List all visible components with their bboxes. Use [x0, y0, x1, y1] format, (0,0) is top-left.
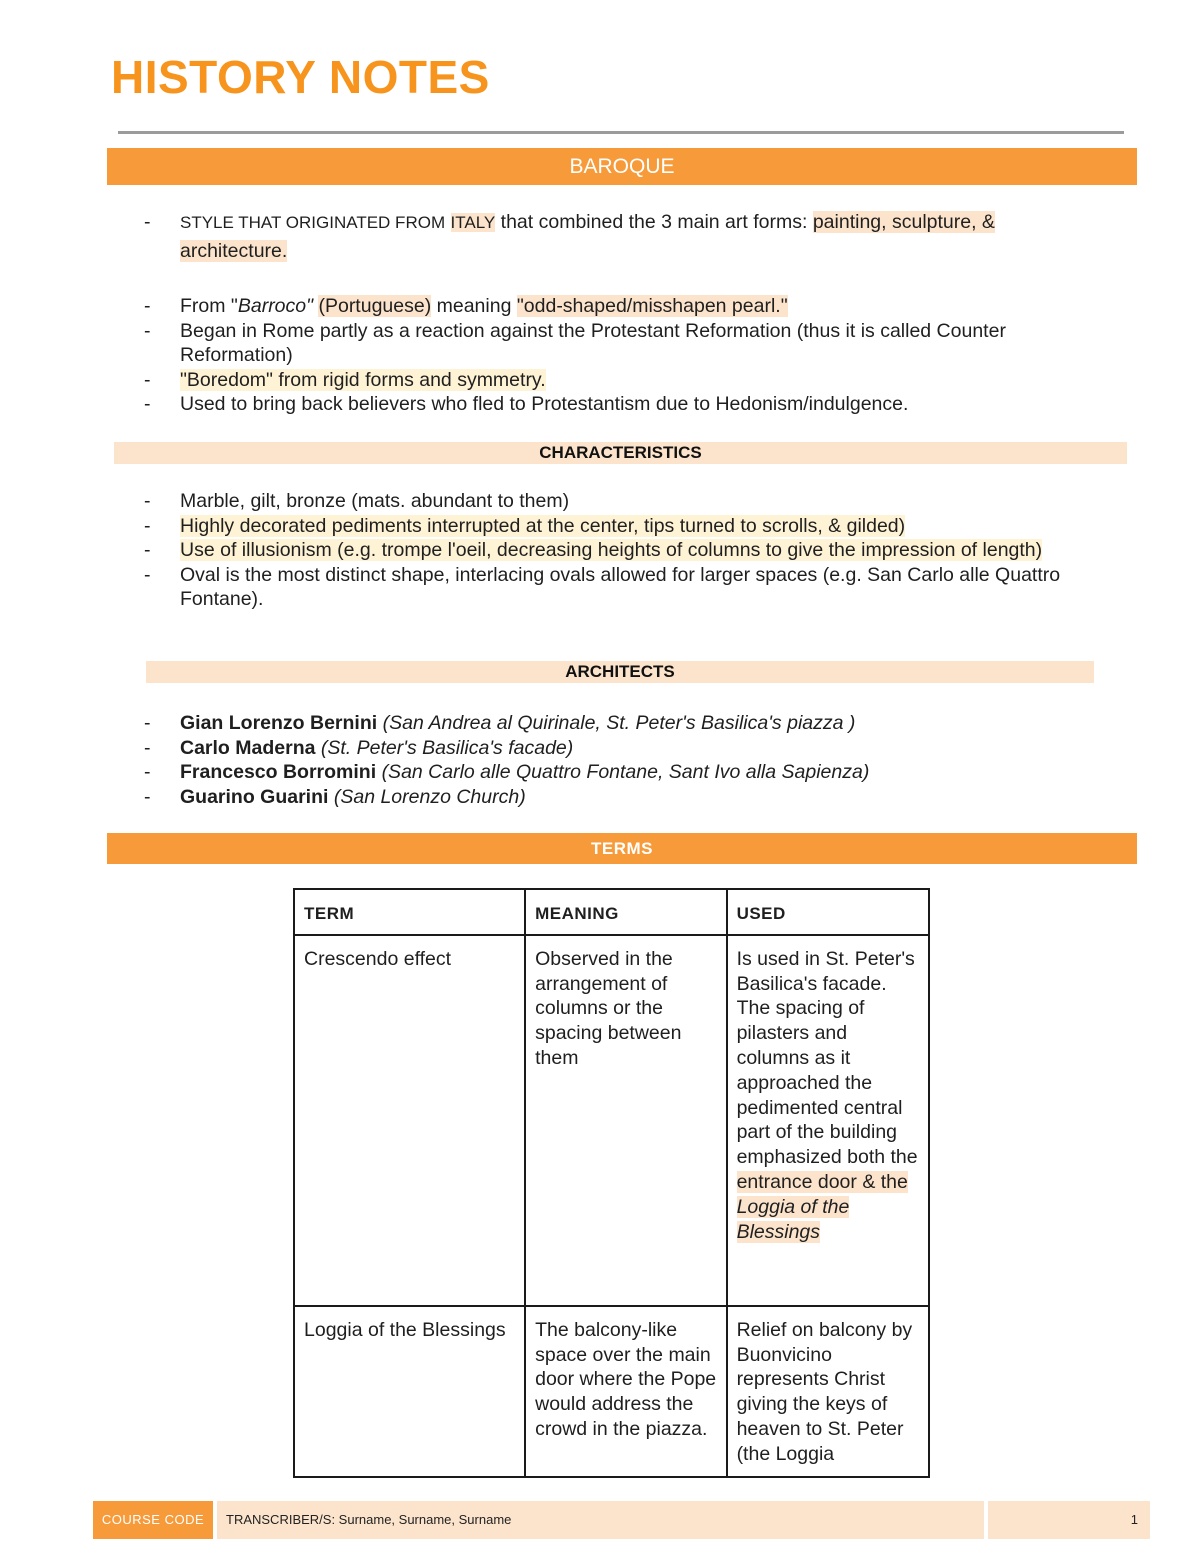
- column-header-used: USED: [727, 889, 929, 935]
- baroque-bullet-believers: - Used to bring back believers who fled to Protestantism due to Hedonism/indulgence.: [107, 392, 1097, 417]
- page-number: 1: [988, 1501, 1150, 1539]
- course-code: COURSE CODE: [93, 1501, 213, 1539]
- cell-used: Is used in St. Peter's Basilica's facade. The spacing of pilasters and columns as it approached the pedimented central part of the building emphasized both the entrance door & the Loggia of the Blessings: [727, 935, 929, 1306]
- terms-table: [293, 888, 930, 1478]
- highlight-italy: ITALY: [450, 213, 496, 232]
- column-header-term: TERM: [294, 889, 525, 935]
- table-row: [294, 935, 929, 1306]
- cell-term: Loggia of the Blessings: [294, 1306, 525, 1477]
- characteristics-list: [107, 489, 1097, 612]
- highlight-art-forms: painting, sculpture, & architecture.: [180, 211, 995, 262]
- cell-meaning: Observed in the arrangement of columns or the spacing between them: [525, 935, 726, 1306]
- list-item: - Gian Lorenzo Bernini (San Andrea al Quirinale, St. Peter's Basilica's piazza ): [107, 711, 1097, 736]
- cell-term: Crescendo effect: [294, 935, 525, 1306]
- highlight-loggia: Loggia of the Blessings: [736, 1195, 850, 1243]
- section-header-baroque: BAROQUE: [107, 148, 1137, 185]
- list-item: - Carlo Maderna (St. Peter's Basilica's facade): [107, 736, 1097, 761]
- page-title: HISTORY NOTES: [111, 51, 490, 103]
- baroque-list-2: [107, 294, 1097, 417]
- subheader-characteristics: CHARACTERISTICS: [114, 442, 1127, 464]
- cell-used: Relief on balcony by Buonvicino represents Christ giving the keys of heaven to St. Peter (the Loggia: [727, 1306, 929, 1477]
- baroque-bullet-boredom: - "Boredom" from rigid forms and symmetry.: [107, 368, 1097, 393]
- baroque-bullet-etymology: - From "Barroco" (Portuguese) meaning "odd-shaped/misshapen pearl.": [107, 294, 1097, 319]
- table-header-row: [294, 889, 929, 935]
- list-item: - Guarino Guarini (San Lorenzo Church): [107, 785, 1097, 810]
- transcribers: TRANSCRIBER/S: Surname, Surname, Surname: [217, 1501, 984, 1539]
- list-item: - Use of illusionism (e.g. trompe l'oeil, decreasing heights of columns to give the impression of length): [107, 538, 1097, 563]
- highlight-entrance-door: entrance door & the: [736, 1170, 908, 1193]
- title-divider: [118, 131, 1124, 134]
- subheader-architects: ARCHITECTS: [146, 661, 1094, 683]
- list-item: - Marble, gilt, bronze (mats. abundant to them): [107, 489, 1097, 514]
- table-row: [294, 1306, 929, 1477]
- column-header-meaning: MEANING: [525, 889, 726, 935]
- section-header-terms: TERMS: [107, 833, 1137, 864]
- list-item: - Oval is the most distinct shape, interlacing ovals allowed for larger spaces (e.g. San Carlo alle Quattro Fontane).: [107, 563, 1097, 612]
- baroque-bullet-rome: - Began in Rome partly as a reaction against the Protestant Reformation (thus it is called Counter Reformation): [107, 319, 1097, 368]
- baroque-list-1: [107, 208, 1097, 266]
- list-item: - Highly decorated pediments interrupted at the center, tips turned to scrolls, & gilded): [107, 514, 1097, 539]
- cell-meaning: The balcony-like space over the main door where the Pope would address the crowd in the piazza.: [525, 1306, 726, 1477]
- architects-list: [107, 711, 1097, 809]
- page-footer: [93, 1501, 1150, 1539]
- baroque-bullet-origin: - STYLE THAT ORIGINATED FROM ITALY that combined the 3 main art forms: painting, sculpture, & architecture.: [107, 208, 1097, 266]
- highlight-meaning: "odd-shaped/misshapen pearl.": [516, 295, 788, 317]
- list-item: - Francesco Borromini (San Carlo alle Quattro Fontane, Sant Ivo alla Sapienza): [107, 760, 1097, 785]
